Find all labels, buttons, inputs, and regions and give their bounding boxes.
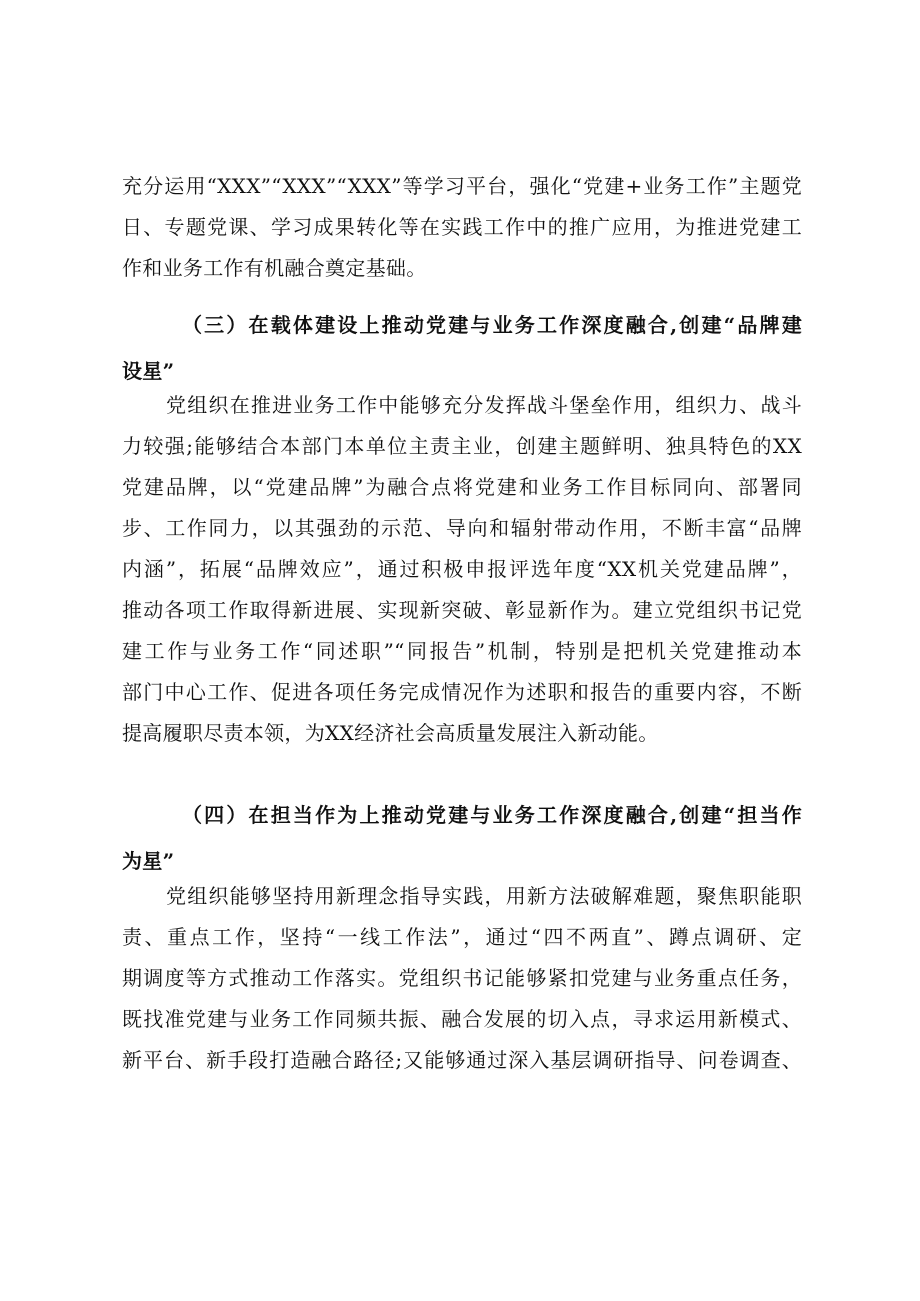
text-line: 提高履职尽责本领，为XX经济社会高质量发展注入新动能。 [122,721,659,745]
text-line: 部门中心工作、促进各项任务完成情况作为述职和报告的重要内容，不断 [122,680,802,704]
text-line: 充分运用“XXX”“XXX”“XXX”等学习平台，强化“党建+业务工作”主题党 [122,174,802,198]
text-line: 建工作与业务工作“同述职”“同报告”机制，特别是把机关党建推动本 [122,639,802,663]
text-line: 既找准党建与业务工作同频共振、融合发展的切入点，寻求运用新模式、 [122,1007,802,1031]
text-line: 作和业务工作有机融合奠定基础。 [122,256,427,280]
section-heading-responsibility-star [122,792,802,884]
heading-line: （四）在担当作为上推动党建与业务工作深度融合,创建“担当作 [182,803,802,827]
text-line: 党组织在推进业务工作中能够充分发挥战斗堡垒作用，组织力、战斗 [166,393,802,417]
text-line: 责、重点工作，坚持“一线工作法”，通过“四不两直”、蹲点调研、定 [122,925,802,949]
text-line: 期调度等方式推动工作落实。党组织书记能够紧扣党建与业务重点任务， [122,966,802,990]
heading-line: （三）在载体建设上推动党建与业务工作深度融合,创建“品牌建 [182,313,802,337]
paragraph-party-brand [122,385,802,754]
text-line: 党组织能够坚持用新理念指导实践，用新方法破解难题，聚焦职能职 [166,884,802,908]
paragraph-new-concepts [122,876,802,1081]
text-line: 推动各项工作取得新进展、实现新突破、彰显新作为。建立党组织书记党 [122,598,802,622]
text-line: 新平台、新手段打造融合路径;又能够通过深入基层调研指导、问卷调查、 [122,1048,802,1072]
heading-line: 为星” [122,849,175,873]
paragraph-learning-platforms [122,166,802,289]
text-line: 党建品牌，以“党建品牌”为融合点将党建和业务工作目标同向、部署同 [122,475,802,499]
section-heading-brand-star [122,302,802,394]
text-line: 内涵”，拓展“品牌效应”，通过积极申报评选年度“XX机关党建品牌”， [122,557,802,581]
text-line: 步、工作同力，以其强劲的示范、导向和辐射带动作用，不断丰富“品牌 [122,516,802,540]
text-line: 日、专题党课、学习成果转化等在实践工作中的推广应用，为推进党建工 [122,215,802,239]
text-line: 力较强;能够结合本部门本单位主责主业，创建主题鲜明、独具特色的XX [122,434,802,458]
heading-line: 设星” [122,359,175,383]
